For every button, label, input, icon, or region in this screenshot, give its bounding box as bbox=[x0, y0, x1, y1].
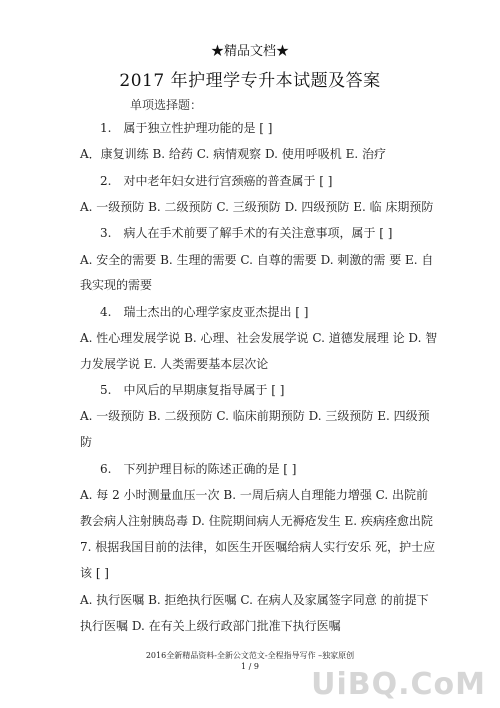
watermark-logo: UiBQ.CoM bbox=[311, 667, 486, 702]
question-1: 1. 属于独立性护理功能的是 [ ] bbox=[100, 121, 273, 135]
question-6: 6. 下列护理目标的陈述正确的是 [ ] bbox=[100, 462, 297, 476]
question-3-options-line1: A. 安全的需要 B. 生理的需要 C. 自尊的需要 D. 刺激的需 要 E. 自 bbox=[80, 253, 434, 267]
document-title: 2017 年护理学专升本试题及答案 bbox=[119, 71, 381, 91]
page-number: 1 / 9 bbox=[241, 662, 259, 671]
question-2-options: A. 一级预防 B. 二级预防 C. 三级预防 D. 四级预防 E. 临 床期预防 bbox=[80, 200, 434, 214]
question-1-options: A．康复训练 B. 给药 C. 病情观察 D. 使用呼吸机 E. 治疗 bbox=[80, 147, 386, 161]
question-7-options-line2: 执行医嘱 D. 在有关上级行政部门批准下执行医嘱 bbox=[80, 619, 341, 633]
question-6-options-line1: A. 每 2 小时测量血压一次 B. 一周后病人自理能力增强 C. 出院前 bbox=[80, 488, 429, 502]
question-4-options-line2: 力发展学说 E. 人类需要基本层次论 bbox=[80, 357, 269, 371]
question-5: 5. 中风后的早期康复指导属于 [ ] bbox=[100, 383, 285, 397]
question-5-options-line2: 防 bbox=[80, 435, 93, 449]
question-2: 2. 对中老年妇女进行宫颈癌的普查属于 [ ] bbox=[100, 174, 333, 188]
question-4-options-line1: A. 性心理发展学说 B. 心理、社会发展学说 C. 道德发展理 论 D. 智 bbox=[80, 331, 438, 345]
question-3-options-line2: 我实现的需要 bbox=[80, 278, 153, 292]
question-4: 4. 瑞士杰出的心理学家皮亚杰提出 [ ] bbox=[100, 305, 309, 319]
footer-text: 2016全新精品资料-全新公文范文-全程指导写作 –独家原创 bbox=[145, 651, 355, 660]
question-3: 3. 病人在手术前要了解手术的有关注意事项，属于 [ ] bbox=[100, 226, 393, 240]
question-7-line2: 该 [ ] bbox=[80, 566, 109, 580]
question-5-options-line1: A. 一级预防 B. 二级预防 C. 临床前期预防 D. 三级预防 E. 四级预 bbox=[80, 409, 430, 423]
header-mark: ★精品文档★ bbox=[210, 44, 289, 59]
question-6-options-line2: 教会病人注射胰岛毒 D. 住院期间病人无褥疮发生 E. 疾病痊愈出院 bbox=[80, 514, 433, 528]
section-title: 单项选择题： bbox=[130, 98, 203, 112]
question-7-options-line1: A. 执行医嘱 B. 拒绝执行医嘱 C. 在病人及家属签字同意 的前提下 bbox=[80, 593, 429, 607]
question-7-line1: 7. 根据我国目前的法律，如医生开医嘱给病人实行安乐 死，护士应 bbox=[80, 540, 436, 554]
